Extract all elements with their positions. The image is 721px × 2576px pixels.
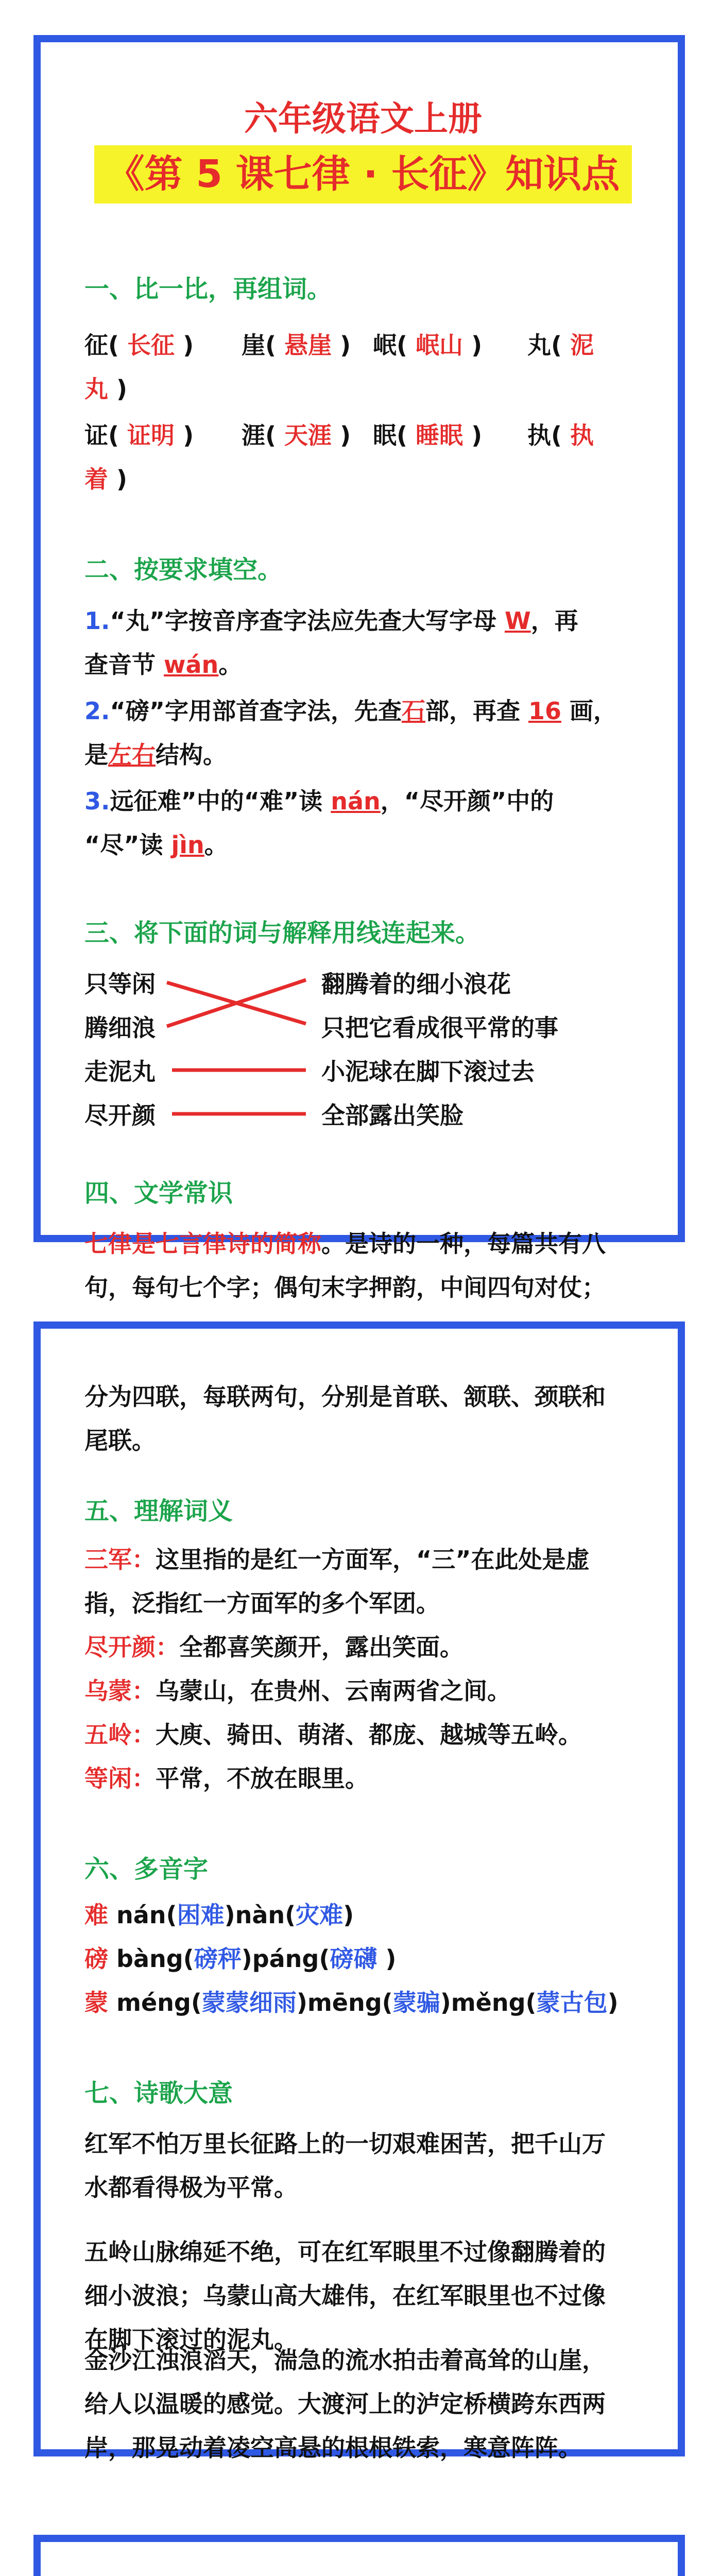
vocab-term-wumeng: 乌蒙 (84, 1677, 132, 1705)
title-grade: 六年级语文上册 (244, 99, 482, 139)
match-left-2: 腾细浪 (84, 1014, 156, 1042)
meaning-paragraph-2: 五岭山脉绵延不绝，可在红军眼里不过像翻腾着的 细小波浪；乌蒙山高大雄伟，在红军眼里也不过像 在脚下滚过的泥丸。 (84, 2238, 606, 2353)
polyphone-bang: 磅 bàng(磅秤)páng(磅礴 ) (84, 1945, 397, 1973)
compare-word-8b: 着 (84, 465, 108, 493)
literature-continued: 分为四联，每联两句，分别是首联、颔联、颈联和 尾联。 (84, 1383, 606, 1454)
vocab-line-5: 等闲：平常，不放在眼里。 (84, 1765, 369, 1792)
vocab-line-1b: 指，泛指红一方面军的多个军团。 (84, 1589, 440, 1617)
title-lesson: 《第 5 课七律 · 长征》知识点 (94, 145, 632, 204)
vocab-line-2: 尽开颜：全都喜笑颜开，露出笑面。 (84, 1633, 464, 1661)
literature-highlight: 七律是七言律诗的简称 (84, 1230, 321, 1258)
section-6-heading: 六、多音字 (84, 1855, 209, 1884)
polyphone-meng: 蒙 méng(蒙蒙细雨)mēng(蒙骗)měng(蒙古包) (84, 1989, 619, 2016)
match-right-1: 翻腾着的细小浪花 (321, 970, 511, 998)
match-right-3: 小泥球在脚下滚过去 (321, 1058, 535, 1086)
compare-word-3: 岷山 (416, 331, 464, 359)
match-right-2: 只把它看成很平常的事 (321, 1014, 558, 1042)
vocab-term-dengxian: 等闲 (84, 1765, 132, 1792)
title-lesson-wrap (84, 145, 642, 204)
compare-item-1: 征( 长征 ) (84, 331, 194, 359)
compare-word-4b: 丸 (84, 375, 108, 403)
section-4-heading: 四、文学常识 (84, 1179, 233, 1208)
fill-line-5: 3.远征难”中的“难”读 nán，“尽开颜”中的 (84, 787, 554, 815)
compare-item-7: 眠( 睡眠 ) (373, 421, 483, 449)
fill-syllable: wán (164, 651, 219, 679)
compare-item-6: 涯( 天涯 ) (242, 421, 351, 449)
literature-text: 七律是七言律诗的简称。是诗的一种，每篇共有八 句，每句七个字；偶句末字押韵，中间四句对仗； (84, 1230, 606, 1301)
vocab-term-sanjun: 三军 (84, 1546, 132, 1573)
page-card-3 (33, 2535, 685, 2576)
fill-letter: W (504, 607, 531, 635)
compare-word-4: 泥 (570, 331, 594, 359)
compare-item-2: 崖( 悬崖 ) (242, 331, 351, 359)
compare-word-8: 执 (570, 421, 594, 449)
page-card-1: 六年级语文上册 《第 5 课七律 · 长征》知识点 一、比一比，再组词。 征( 长征 ) 崖( 悬崖 ) 岷( 岷山 ) 丸( 泥 丸 ) 证( 证明 ) 涯( 天涯 ) 眠( 睡眠 ) 执( 执 着 ) 二、按要求填空。 1.“丸”字按音序查字法应先查大写字母 W，再 查音节 wán。 2.“磅”字用部首查字法，先查石部，再查 16 画， 是左右结构。 3.远征难”中的“难”读 nán，“尽开颜”中的 “尽”读 jìn。 三、将下面的词与解释用线连起来。 只等闲 翻腾着的细小浪花 腾细浪 只把它看成很平常的事 走泥丸 小泥球在脚下滚过去 尽开颜 全部露出笑脸 四、文学常识 七律是七言律诗的简称。是诗的一种，每篇共有八 句，每句七个字；偶句末字押韵，中间四句对仗； (33, 35, 685, 1242)
compare-item-4: 丸( 泥 (527, 331, 594, 359)
vocab-line-1: 三军：这里指的是红一方面军，“三”在此处是虚 (84, 1546, 590, 1573)
match-left-3: 走泥丸 (84, 1058, 156, 1086)
compare-item-8: 执( 执 (527, 421, 594, 449)
compare-item-3: 岷( 岷山 ) (373, 331, 483, 359)
fill-line-4: 是左右结构。 (84, 741, 227, 769)
fill-pinyin-jin: jìn (171, 831, 204, 859)
meaning-paragraph-1: 红军不怕万里长征路上的一切艰难困苦，把千山万 水都看得极为平常。 (84, 2130, 606, 2201)
match-lines (162, 967, 316, 1132)
compare-word-7: 睡眠 (416, 421, 464, 449)
fill-line-3: 2.“磅”字用部首查字法，先查石部，再查 16 画， (84, 697, 617, 725)
match-right-4: 全部露出笑脸 (321, 1101, 464, 1129)
fill-radical: 石 (401, 697, 425, 725)
fill-line-2: 查音节 wán。 (84, 651, 243, 679)
fill-line-1: 1.“丸”字按音序查字法应先查大写字母 W，再 (84, 607, 578, 635)
vocab-term-jinkaiyan: 尽开颜 (84, 1633, 156, 1661)
compare-word-6: 天涯 (284, 421, 332, 449)
fill-strokes: 16 (528, 697, 561, 725)
compare-item-5: 证( 证明 ) (84, 421, 194, 449)
section-2-heading: 二、按要求填空。 (84, 555, 283, 584)
polyphone-nan: 难 nán(困难)nàn(灾难) (84, 1901, 354, 1929)
fill-pinyin-nan: nán (331, 787, 381, 815)
match-left-1: 只等闲 (84, 970, 156, 998)
match-left-4: 尽开颜 (84, 1101, 156, 1129)
fill-line-6: “尽”读 jìn。 (84, 831, 228, 859)
vocab-term-wuling: 五岭 (84, 1721, 132, 1749)
section-3-heading: 三、将下面的词与解释用线连起来。 (84, 919, 480, 947)
section-7-heading: 七、诗歌大意 (84, 2079, 233, 2108)
vocab-line-4: 五岭：大庾、骑田、萌渚、都庞、越城等五岭。 (84, 1721, 582, 1749)
compare-word-2: 悬崖 (284, 331, 332, 359)
compare-word-5: 证明 (127, 421, 175, 449)
fill-structure: 左右 (108, 741, 156, 769)
vocab-line-3: 乌蒙：乌蒙山，在贵州、云南两省之间。 (84, 1677, 511, 1705)
page-card-2 (33, 1321, 685, 2462)
compare-word-1: 长征 (127, 331, 175, 359)
section-5-heading: 五、理解词义 (84, 1497, 233, 1526)
meaning-paragraph-3: 金沙江浊浪滔天，湍急的流水拍击着高耸的山崖， 给人以温暖的感觉。大渡河上的泸定桥横跨东西两 岸，那晃动着凌空高悬的根根铁索，寒意阵阵。 (84, 2346, 606, 2462)
section-1-heading: 一、比一比，再组词。 (84, 275, 332, 303)
